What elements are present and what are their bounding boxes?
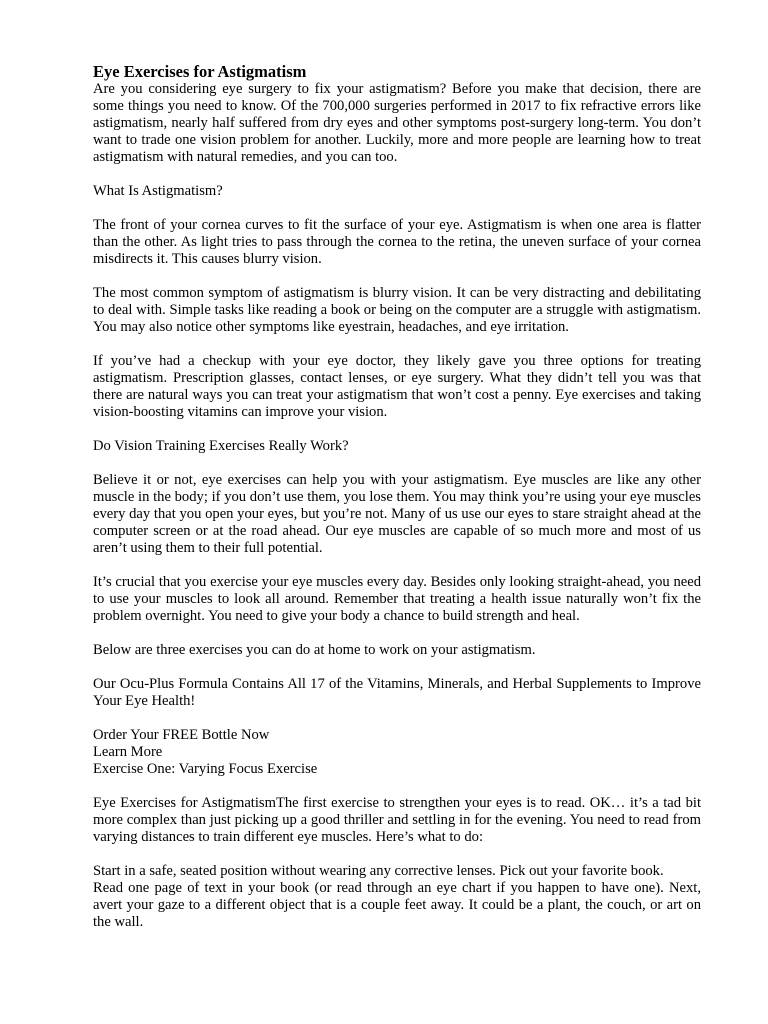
intro-paragraph: Are you considering eye surgery to fix your astigmatism? Before you make that decision, there are some things you need to know. Of the 700,000 surgeries performed in 2017 to fix refractive errors like astigmatism, nearly half suffered from dry eyes and other symptoms post-surgery long-term. You don’t want to trade one vision problem for another. Luckily, more and more people are learning how to treat astigmatism with natural remedies, and you can too. <box>93 81 701 165</box>
instructions-group <box>93 863 701 931</box>
symptom-paragraph: The most common symptom of astigmatism is blurry vision. It can be very distracting and debilitating to deal with. Simple tasks like reading a book or being on the computer are a struggle with astigmatism. You may also notice other symptoms like eyestrain, headaches, and eye irritation. <box>93 285 701 335</box>
cornea-paragraph: The front of your cornea curves to fit the surface of your eye. Astigmatism is when one area is flatter than the other. As light tries to pass through the cornea to the retina, the uneven surface of your cornea misdirects it. This causes blurry vision. <box>93 217 701 267</box>
below-paragraph: Below are three exercises you can do at home to work on your astigmatism. <box>93 642 536 658</box>
document-title: Eye Exercises for Astigmatism <box>93 62 307 81</box>
crucial-paragraph: It’s crucial that you exercise your eye muscles every day. Besides only looking straight-ahead, you need to use your muscles to look all around. Remember that treating a health issue naturally won’t fix the problem overnight. You need to give your body a chance to build strength and heal. <box>93 574 701 624</box>
start-instruction: Start in a safe, seated position without wearing any corrective lenses. Pick out your favorite book. <box>93 863 664 879</box>
cta-group <box>93 727 701 778</box>
heading-what-is-astigmatism: What Is Astigmatism? <box>93 183 223 199</box>
learn-more-link[interactable]: Learn More <box>93 744 163 760</box>
checkup-paragraph: If you’ve had a checkup with your eye doctor, they likely gave you three options for treating astigmatism. Prescription glasses, contact lenses, or eye surgery. What they didn’t tell you was that there are natural ways you can treat your astigmatism that won’t cost a penny. Eye exercises and taking vision-boosting vitamins can improve your vision. <box>93 353 701 420</box>
order-free-bottle-link[interactable]: Order Your FREE Bottle Now <box>93 727 270 743</box>
first-exercise-paragraph: Eye Exercises for AstigmatismThe first exercise to strengthen your eyes is to read. OK… it’s a tad bit more complex than just picking up a good thriller and settling in for the evening. You need to read from varying distances to train different eye muscles. Here’s what to do: <box>93 795 701 845</box>
heading-vision-training: Do Vision Training Exercises Really Work? <box>93 438 349 454</box>
believe-paragraph: Believe it or not, eye exercises can help you with your astigmatism. Eye muscles are like any other muscle in the body; if you don’t use them, you lose them. You may think you’re using your eye muscles every day that you open your eyes, but you’re not. Many of us use our eyes to stare straight ahead at the computer screen or at the road ahead. Our eye muscles are capable of so much more and most of us aren’t using them to their full potential. <box>93 472 701 556</box>
document-page <box>93 62 701 948</box>
exercise-one-heading: Exercise One: Varying Focus Exercise <box>93 761 318 777</box>
read-page-instruction: Read one page of text in your book (or read through an eye chart if you happen to have one). Next, avert your gaze to a different object that is a couple feet away. It could be a plant, the couch, or art on the wall. <box>93 880 701 930</box>
ocuplus-paragraph: Our Ocu-Plus Formula Contains All 17 of the Vitamins, Minerals, and Herbal Supplements to Improve Your Eye Health! <box>93 676 701 709</box>
